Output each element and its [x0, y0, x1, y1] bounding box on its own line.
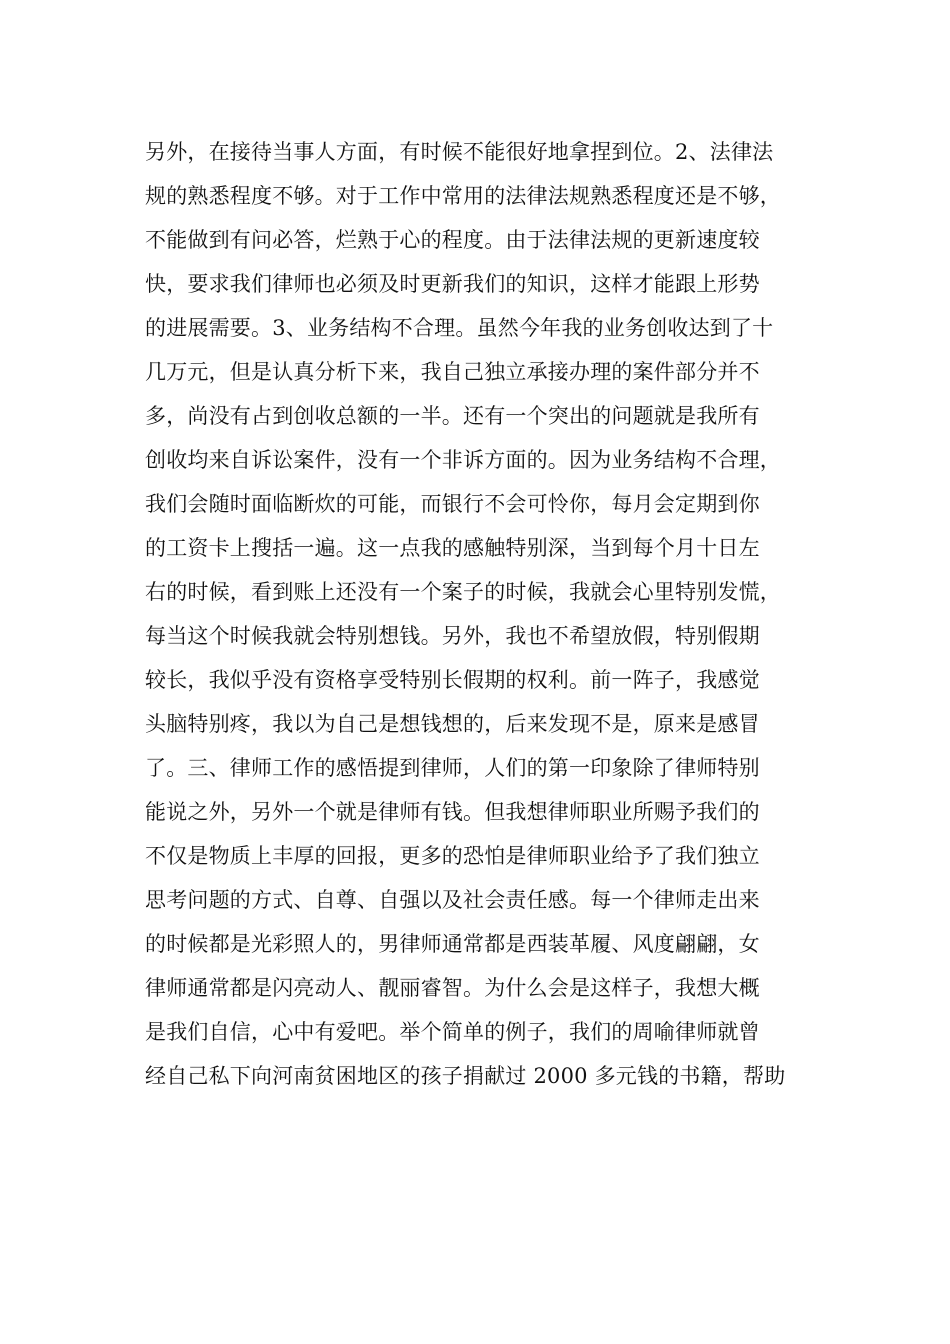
- text-line: 右的时候，看到账上还没有一个案子的时候，我就会心里特别发慌，: [145, 580, 781, 604]
- text-line: 是我们自信，心中有爱吧。举个简单的例子，我们的周喻律师就曾: [145, 1020, 760, 1044]
- text-line: 我们会随时面临断炊的可能，而银行不会可怜你，每月会定期到你: [145, 492, 760, 516]
- text-line: 能说之外，另外一个就是律师有钱。但我想律师职业所赐予我们的: [145, 800, 760, 824]
- text-line: 头脑特别疼，我以为自己是想钱想的，后来发现不是，原来是感冒: [145, 712, 760, 736]
- text-line: 不能做到有问必答，烂熟于心的程度。由于法律法规的更新速度较: [145, 228, 760, 252]
- text-line: 较长，我似乎没有资格享受特别长假期的权利。前一阵子，我感觉: [145, 668, 760, 692]
- text-line: 创收均来自诉讼案件，没有一个非诉方面的。因为业务结构不合理，: [145, 448, 781, 472]
- text-line: 规的熟悉程度不够。对于工作中常用的法律法规熟悉程度还是不够，: [145, 184, 781, 208]
- text-line: 的时候都是光彩照人的，男律师通常都是西装革履、风度翩翩，女: [145, 932, 760, 956]
- text-line: 快，要求我们律师也必须及时更新我们的知识，这样才能跟上形势: [145, 272, 760, 296]
- text-line: 的进展需要。3、业务结构不合理。虽然今年我的业务创收达到了十: [145, 316, 774, 340]
- text-line: 思考问题的方式、自尊、自强以及社会责任感。每一个律师走出来: [145, 888, 760, 912]
- body-text: [145, 130, 845, 1098]
- text-line: 不仅是物质上丰厚的回报，更多的恐怕是律师职业给予了我们独立: [145, 844, 760, 868]
- text-line: 另外，在接待当事人方面，有时候不能很好地拿捏到位。2、法律法: [145, 140, 774, 164]
- text-line: 的工资卡上搜括一遍。这一点我的感触特别深，当到每个月十日左: [145, 536, 760, 560]
- text-line: 多，尚没有占到创收总额的一半。还有一个突出的问题就是我所有: [145, 404, 760, 428]
- text-line: 几万元，但是认真分析下来，我自己独立承接办理的案件部分并不: [145, 360, 760, 384]
- text-line: 每当这个时候我就会特别想钱。另外，我也不希望放假，特别假期: [145, 624, 760, 648]
- text-line: 经自己私下向河南贫困地区的孩子捐献过 2000 多元钱的书籍，帮助: [145, 1064, 786, 1088]
- text-line: 了。三、律师工作的感悟提到律师，人们的第一印象除了律师特别: [145, 756, 760, 780]
- text-line: 律师通常都是闪亮动人、靓丽睿智。为什么会是这样子，我想大概: [145, 976, 760, 1000]
